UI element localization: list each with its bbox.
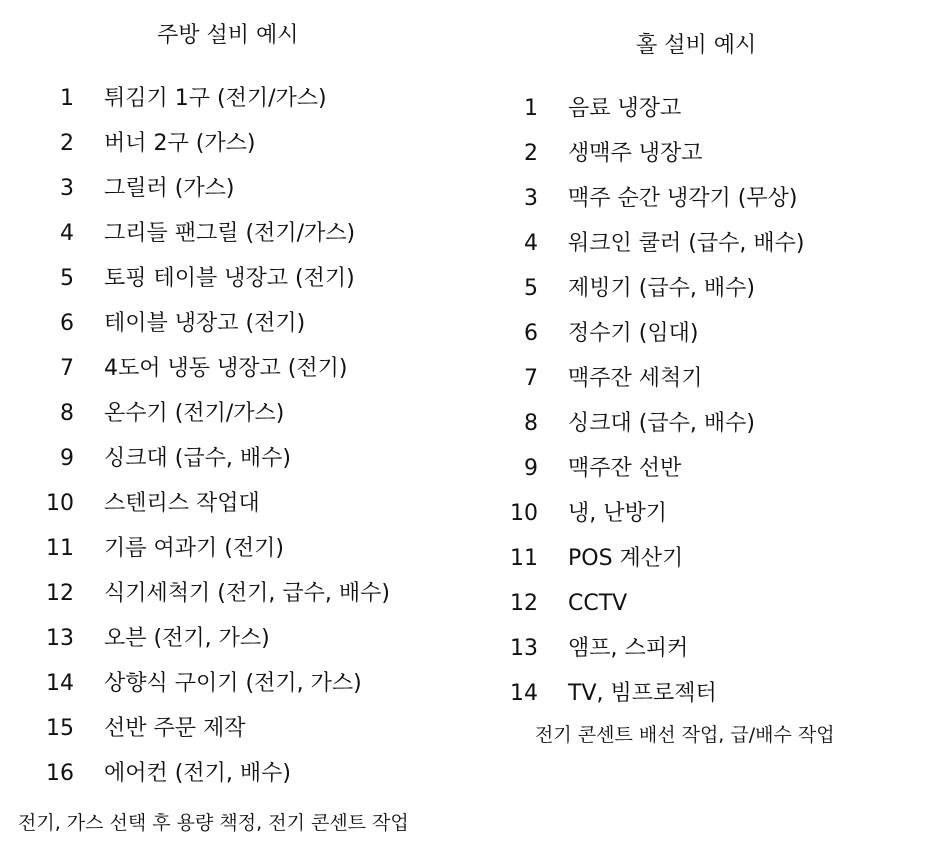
hall-list-item <box>502 356 922 401</box>
hall-equipment-list <box>502 86 922 716</box>
kitchen-item-number: 1 <box>60 86 74 111</box>
hall-list-item <box>502 626 922 671</box>
kitchen-item-label: 테이블 냉장고 (전기) <box>104 311 306 336</box>
kitchen-list-item <box>38 436 478 481</box>
hall-list-item <box>502 131 922 176</box>
kitchen-list-item <box>38 121 478 166</box>
kitchen-item-label: 버너 2구 (가스) <box>104 131 256 156</box>
kitchen-item-label: 그리들 팬그릴 (전기/가스) <box>104 221 356 246</box>
hall-item-number: 9 <box>524 456 538 481</box>
kitchen-list-item <box>38 76 478 121</box>
kitchen-item-number: 12 <box>46 581 74 606</box>
kitchen-item-number: 11 <box>46 536 74 561</box>
hall-item-label: TV, 빔프로젝터 <box>568 681 717 706</box>
kitchen-item-label: 싱크대 (급수, 배수) <box>104 446 291 471</box>
hall-item-label: 맥주 순간 냉각기 (무상) <box>568 186 798 211</box>
kitchen-item-label: 튀김기 1구 (전기/가스) <box>104 86 327 111</box>
kitchen-item-number: 16 <box>46 761 74 786</box>
kitchen-item-number: 9 <box>60 446 74 471</box>
hall-list-item <box>502 311 922 356</box>
kitchen-item-number: 8 <box>60 401 74 426</box>
kitchen-list-item <box>38 481 478 526</box>
hall-item-label: 냉, 난방기 <box>568 501 667 526</box>
kitchen-item-label: 온수기 (전기/가스) <box>104 401 285 426</box>
hall-list-item <box>502 176 922 221</box>
hall-item-number: 10 <box>510 501 538 526</box>
kitchen-item-label: 오븐 (전기, 가스) <box>104 626 270 651</box>
hall-list-item <box>502 581 922 626</box>
kitchen-item-number: 5 <box>60 266 74 291</box>
kitchen-item-number: 3 <box>60 176 74 201</box>
kitchen-item-number: 7 <box>60 356 74 381</box>
kitchen-list-item <box>38 706 478 751</box>
hall-item-label: 생맥주 냉장고 <box>568 141 703 166</box>
kitchen-item-label: 식기세척기 (전기, 급수, 배수) <box>104 581 390 606</box>
hall-list-item <box>502 401 922 446</box>
kitchen-item-label: 4도어 냉동 냉장고 (전기) <box>104 356 348 381</box>
hall-item-number: 2 <box>524 141 538 166</box>
kitchen-list-item <box>38 346 478 391</box>
hall-item-number: 8 <box>524 411 538 436</box>
hall-item-label: 음료 냉장고 <box>568 96 682 121</box>
hall-list-item <box>502 671 922 716</box>
hall-item-number: 11 <box>510 546 538 571</box>
hall-item-label: 싱크대 (급수, 배수) <box>568 411 755 436</box>
hall-list-item <box>502 221 922 266</box>
kitchen-list-item <box>38 751 478 796</box>
hall-item-number: 3 <box>524 186 538 211</box>
hall-equipment-note: 전기 콘센트 배선 작업, 급/배수 작업 <box>535 724 835 746</box>
kitchen-item-number: 4 <box>60 221 74 246</box>
kitchen-item-label: 스텐리스 작업대 <box>104 491 260 516</box>
kitchen-item-number: 10 <box>46 491 74 516</box>
kitchen-list-item <box>38 616 478 661</box>
hall-item-number: 13 <box>510 636 538 661</box>
hall-list-item <box>502 266 922 311</box>
kitchen-item-label: 그릴러 (가스) <box>104 176 235 201</box>
kitchen-equipment-note: 전기, 가스 선택 후 용량 책정, 전기 콘센트 작업 <box>18 812 409 834</box>
hall-list-item <box>502 86 922 131</box>
kitchen-equipment-list <box>38 76 478 796</box>
hall-item-number: 14 <box>510 681 538 706</box>
kitchen-list-item <box>38 661 478 706</box>
kitchen-list-item <box>38 301 478 346</box>
hall-item-label: 앰프, 스피커 <box>568 636 689 661</box>
kitchen-item-number: 14 <box>46 671 74 696</box>
kitchen-list-item <box>38 526 478 571</box>
kitchen-item-label: 에어컨 (전기, 배수) <box>104 761 291 786</box>
hall-item-label: 정수기 (임대) <box>568 321 699 346</box>
kitchen-item-label: 상향식 구이기 (전기, 가스) <box>104 671 362 696</box>
kitchen-item-label: 토핑 테이블 냉장고 (전기) <box>104 266 355 291</box>
hall-item-number: 4 <box>524 231 538 256</box>
hall-item-label: 맥주잔 선반 <box>568 456 682 481</box>
hall-item-number: 12 <box>510 591 538 616</box>
hall-item-number: 7 <box>524 366 538 391</box>
kitchen-item-number: 2 <box>60 131 74 156</box>
hall-item-number: 5 <box>524 276 538 301</box>
hall-equipment-title: 홀 설비 예시 <box>636 33 757 58</box>
kitchen-list-item <box>38 211 478 256</box>
hall-item-label: 맥주잔 세척기 <box>568 366 703 391</box>
kitchen-list-item <box>38 166 478 211</box>
kitchen-item-number: 13 <box>46 626 74 651</box>
hall-list-item <box>502 446 922 491</box>
hall-list-item <box>502 491 922 536</box>
kitchen-item-number: 6 <box>60 311 74 336</box>
kitchen-list-item <box>38 571 478 616</box>
kitchen-list-item <box>38 256 478 301</box>
kitchen-item-number: 15 <box>46 716 74 741</box>
hall-item-label: 워크인 쿨러 (급수, 배수) <box>568 231 805 256</box>
kitchen-item-label: 선반 주문 제작 <box>104 716 246 741</box>
hall-item-label: POS 계산기 <box>568 546 684 571</box>
hall-item-number: 6 <box>524 321 538 346</box>
kitchen-list-item <box>38 391 478 436</box>
kitchen-equipment-title: 주방 설비 예시 <box>157 23 299 48</box>
hall-item-number: 1 <box>524 96 538 121</box>
hall-item-label: CCTV <box>568 591 628 616</box>
hall-list-item <box>502 536 922 581</box>
kitchen-item-label: 기름 여과기 (전기) <box>104 536 284 561</box>
hall-item-label: 제빙기 (급수, 배수) <box>568 276 755 301</box>
